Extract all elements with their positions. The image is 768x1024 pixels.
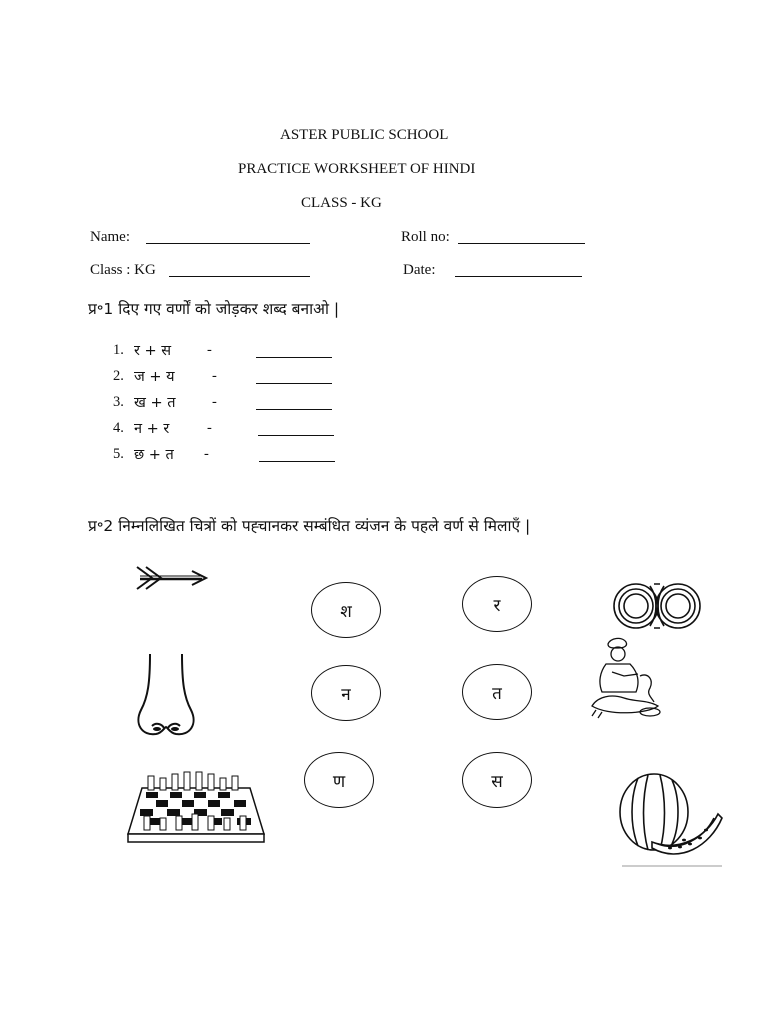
answer-blank[interactable]	[256, 383, 332, 384]
class-label: Class : KG	[90, 262, 156, 278]
item-number: 1.	[113, 342, 124, 358]
question-2-title: प्र॰2 निम्नलिखित चित्रों को पह्चानकर सम्बंधित व्यंजन के पहले वर्ण से मिलाएँ |	[88, 517, 531, 535]
snake-charmer-icon	[588, 636, 666, 722]
item-dash: -	[212, 394, 217, 410]
watermelon-icon	[618, 772, 724, 868]
letter-oval[interactable]: त	[462, 664, 532, 720]
question-1-title: प्र॰1 दिए गए वर्णों को जोड़कर शब्द बनाओ |	[88, 300, 340, 318]
rollno-label: Roll no:	[401, 229, 450, 245]
letter-oval[interactable]: ण	[304, 752, 374, 808]
item-letters: ज + य	[134, 369, 175, 385]
letter-oval[interactable]: श	[311, 582, 381, 638]
letter-oval[interactable]: र	[462, 576, 532, 632]
nose-icon	[136, 652, 196, 742]
item-number: 5.	[113, 446, 124, 462]
item-number: 4.	[113, 420, 124, 436]
date-label: Date:	[403, 262, 436, 278]
letter-oval[interactable]: स	[462, 752, 532, 808]
name-label: Name:	[90, 229, 130, 245]
rollno-field[interactable]	[458, 243, 585, 244]
worksheet-title: PRACTICE WORKSHEET OF HINDI	[238, 161, 476, 177]
item-dash: -	[204, 446, 209, 462]
item-letters: न + र	[134, 421, 170, 437]
date-field[interactable]	[455, 276, 582, 277]
item-number: 3.	[113, 394, 124, 410]
item-dash: -	[207, 342, 212, 358]
item-letters: र + स	[134, 343, 172, 359]
arrow-icon	[134, 564, 210, 594]
answer-blank[interactable]	[256, 409, 332, 410]
class-field[interactable]	[169, 276, 310, 277]
chessboard-icon	[126, 770, 266, 846]
letter-oval[interactable]: न	[311, 665, 381, 721]
school-name: ASTER PUBLIC SCHOOL	[280, 127, 449, 143]
answer-blank[interactable]	[258, 435, 334, 436]
class-heading: CLASS - KG	[301, 195, 382, 211]
answer-blank[interactable]	[256, 357, 332, 358]
rope-icon	[610, 578, 704, 634]
answer-blank[interactable]	[259, 461, 335, 462]
item-dash: -	[212, 368, 217, 384]
item-dash: -	[207, 420, 212, 436]
item-letters: ख + त	[134, 395, 176, 411]
item-number: 2.	[113, 368, 124, 384]
item-letters: छ + त	[134, 447, 174, 463]
name-field[interactable]	[146, 243, 310, 244]
